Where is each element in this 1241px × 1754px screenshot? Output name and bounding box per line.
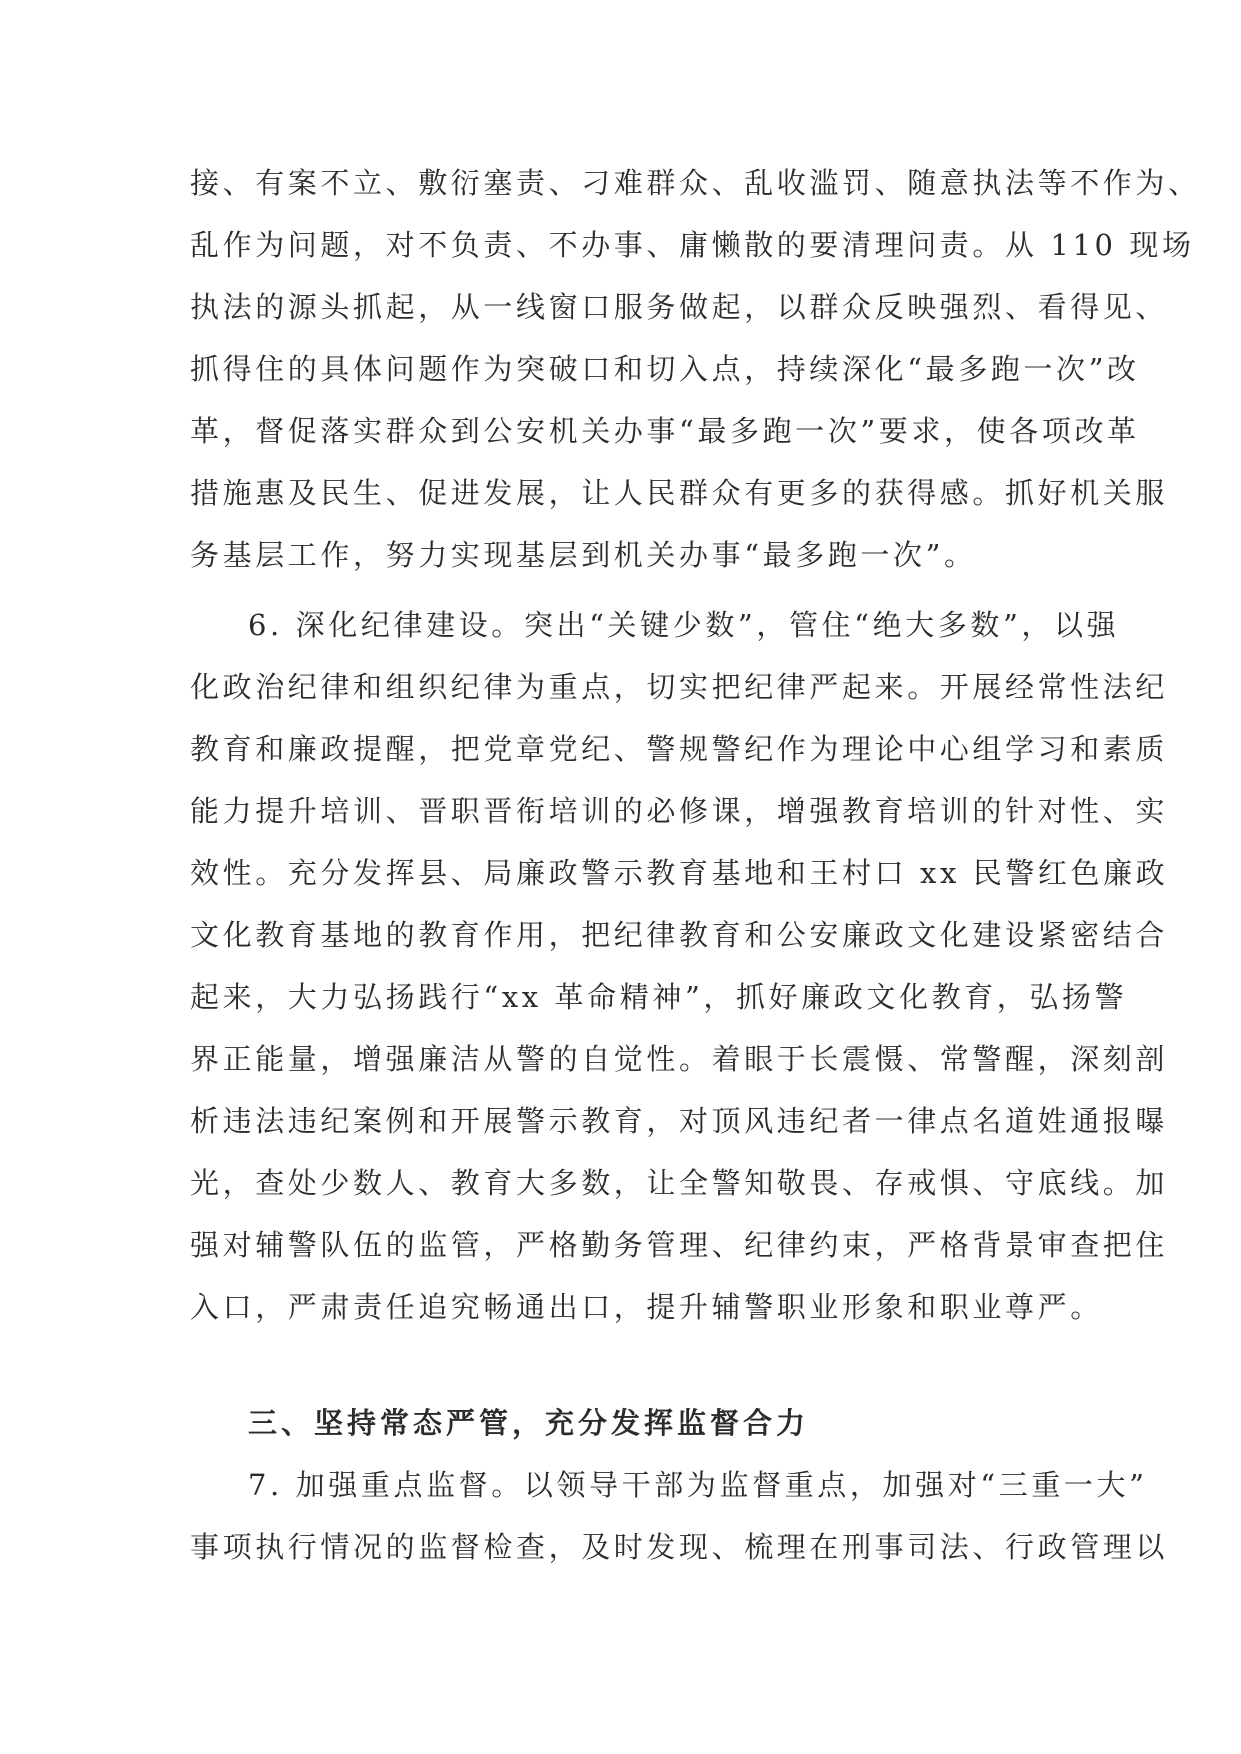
text-line: 起来，大力弘扬践行“xx 革命精神”，抓好廉政文化教育，弘扬警: [190, 980, 1128, 1014]
text-line: 光，查处少数人、教育大多数，让全警知敬畏、存戒惧、守底线。加: [190, 1166, 1169, 1200]
text-line: 7. 加强重点监督。以领导干部为监督重点，加强对“三重一大”: [248, 1468, 1148, 1502]
text-line: 革，督促落实群众到公安机关办事“最多跑一次”要求，使各项改革: [190, 414, 1140, 448]
text-line: 6. 深化纪律建设。突出“关键少数”，管住“绝大多数”，以强: [248, 608, 1120, 642]
section-heading: 三、坚持常态严管，充分发挥监督合力: [248, 1406, 810, 1440]
text-line: 界正能量，增强廉洁从警的自觉性。着眼于长震慑、常警醒，深刻剖: [190, 1042, 1169, 1076]
text-line: 效性。充分发挥县、局廉政警示教育基地和王村口 xx 民警红色廉政: [190, 856, 1169, 890]
section-3: [190, 1392, 1169, 1578]
text-line: 化政治纪律和组织纪律为重点，切实把纪律严起来。开展经常性法纪: [190, 670, 1169, 704]
paragraph-continuation: [190, 152, 1201, 586]
text-line: 措施惠及民生、促进发展，让人民群众有更多的获得感。抓好机关服: [190, 476, 1169, 510]
item-6-paragraph: [190, 594, 1169, 1338]
text-line: 入口，严肃责任追究畅通出口，提升辅警职业形象和职业尊严。: [190, 1290, 1103, 1324]
text-line: 能力提升培训、晋职晋衔培训的必修课，增强教育培训的针对性、实: [190, 794, 1169, 828]
text-line: 析违法违纪案例和开展警示教育，对顶风违纪者一律点名道姓通报曝: [190, 1104, 1169, 1138]
text-line: 文化教育基地的教育作用，把纪律教育和公安廉政文化建设紧密结合: [190, 918, 1169, 952]
text-line: 事项执行情况的监督检查，及时发现、梳理在刑事司法、行政管理以: [190, 1530, 1169, 1564]
text-line: 抓得住的具体问题作为突破口和切入点，持续深化“最多跑一次”改: [190, 352, 1140, 386]
text-line: 乱作为问题，对不负责、不办事、庸懒散的要清理问责。从 110 现场: [190, 228, 1195, 262]
text-line: 强对辅警队伍的监管，严格勤务管理、纪律约束，严格背景审查把住: [190, 1228, 1169, 1262]
text-line: 接、有案不立、敷衍塞责、刁难群众、乱收滥罚、随意执法等不作为、: [190, 166, 1201, 200]
text-line: 执法的源头抓起，从一线窗口服务做起，以群众反映强烈、看得见、: [190, 290, 1169, 324]
text-line: 务基层工作，努力实现基层到机关办事“最多跑一次”。: [190, 538, 977, 572]
text-line: 教育和廉政提醒，把党章党纪、警规警纪作为理论中心组学习和素质: [190, 732, 1169, 766]
